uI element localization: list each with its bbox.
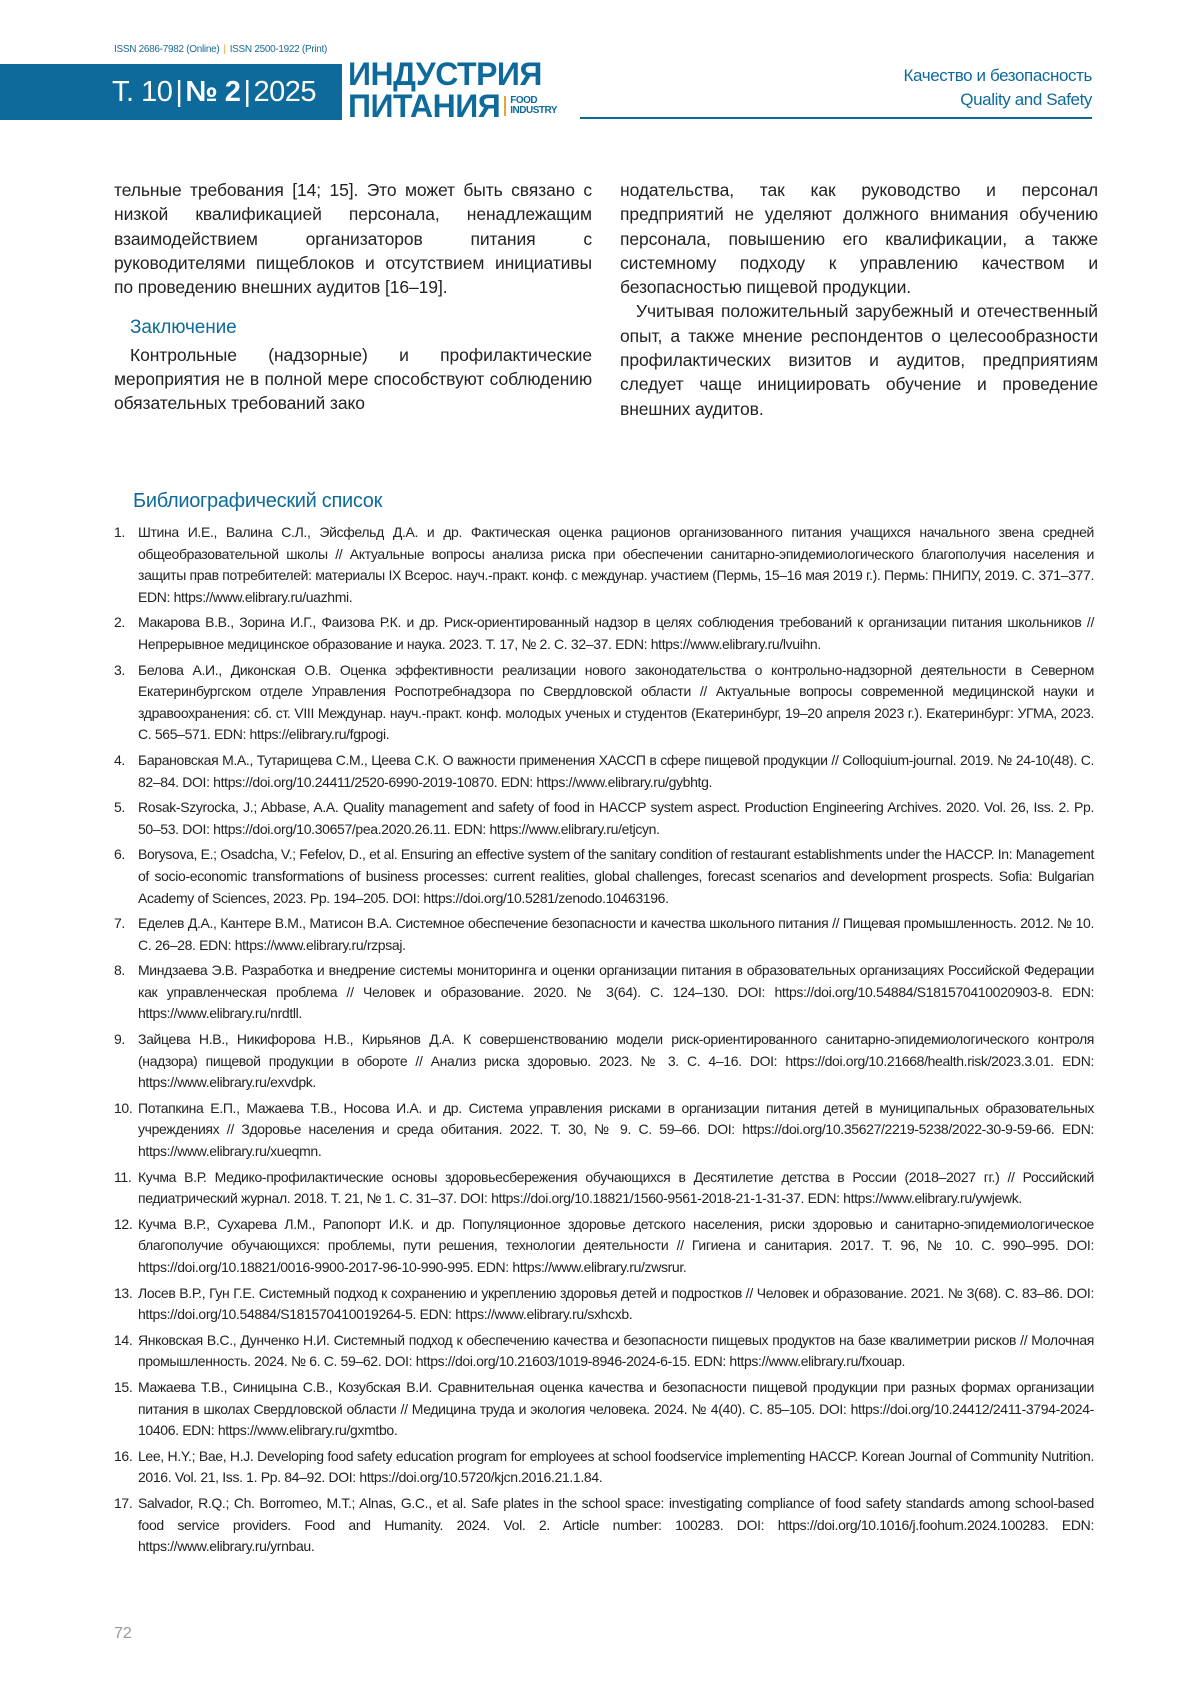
paragraph: тельные требования [14; 15]. Это может быть связано с низкой квалификацией персонала, ненадлежащим взаимодействием организаторов питания с руководителями пищеблоков и отсутствием инициативы по проведению внешних аудитов [16–19].: [114, 178, 592, 299]
reference-item: [114, 612, 1094, 655]
reference-number: 11.: [114, 1167, 131, 1189]
reference-number: 17.: [114, 1493, 132, 1515]
reference-text: Макарова В.В., Зорина И.Г., Фаизова Р.К. и др. Риск-ориентированный надзор в целях соблюдения требований к организации питания школьников // Непрерывное медицинское образование и наука. 2023. Т. 17, № 2. С. 32–37. EDN: https://www.elibrary.ru/lvuihn.: [138, 614, 1094, 652]
logo-line2: ПИТАНИЯ: [348, 88, 500, 124]
reference-text: Потапкина Е.П., Мажаева Т.В., Носова И.А. и др. Система управления рисками в организации питания детей в муниципальных образовательных учреждениях // Здоровье населения и среда обитания. 2022. Т. 30, № 9. С. 59–66. DOI: https://doi.org/10.35627/2219-5238/2022-30-9-59-66. EDN: https://www.elibrary.ru/xueqmn.: [138, 1100, 1094, 1159]
reference-number: 8.: [114, 960, 125, 982]
reference-item: [114, 522, 1094, 608]
reference-text: Salvador, R.Q.; Ch. Borromeo, M.T.; Alnas, G.C., et al. Safe plates in the school space: investigating compliance of food safety standards among school-based food service providers. Food and Humanity. 2024. Vol. 2. Article number: 100283. DOI: https://doi.org/10.1016/j.foohum.2024.100283. EDN: https://www.elibrary.ru/yrnbau.: [138, 1495, 1094, 1554]
reference-item: [114, 750, 1094, 793]
issn-line: ISSN 2686-7982 (Online) | ISSN 2500-1922 (Print): [114, 44, 327, 55]
reference-text: Borysova, E.; Osadcha, V.; Fefelov, D., et al. Ensuring an effective system of the sanitary condition of restaurant establishments under the HACCP. In: Management of socio-economic transformations of business processes: current realities, global challenges, forecast scenarios and development prospects. Sofia: Bulgarian Academy of Sciences, 2023. Pp. 194–205. DOI: https://doi.org/10.5281/zenodo.10463196.: [138, 846, 1094, 905]
reference-item: [114, 1214, 1094, 1279]
conclusion-heading: Заключение: [130, 316, 592, 340]
left-column: [114, 178, 592, 416]
reference-number: 3.: [114, 660, 125, 682]
reference-item: [114, 1377, 1094, 1442]
reference-number: 5.: [114, 797, 125, 819]
paragraph: Учитывая положительный зарубежный и отечественный опыт, а также мнение респондентов о целесообразности профилактических визитов и аудитов, предприятиям следует чаще инициировать обучение и проведение внешних аудитов.: [620, 299, 1098, 420]
reference-number: 16.: [114, 1446, 132, 1468]
reference-number: 14.: [114, 1330, 132, 1352]
issn-online: ISSN 2686-7982 (Online): [114, 44, 219, 55]
paragraph-continued: нодательства, так как руководство и персонал предприятий не уделяют должного внимания обучению персонала, повышению его квалификации, а также системному подходу к управлению качеством и безопасностью пищевой продукции.: [620, 178, 1098, 299]
reference-number: 13.: [114, 1283, 132, 1305]
reference-item: [114, 1446, 1094, 1489]
section-title: [904, 64, 1092, 112]
reference-item: [114, 960, 1094, 1025]
reference-item: [114, 797, 1094, 840]
reference-text: Барановская М.А., Тутарищева С.М., Цеева С.К. О важности применения ХАССП в сфере пищевой продукции // Colloquium-journal. 2019. № 24-10(48). С. 82–84. DOI: https://doi.org/10.24411/2520-6990-2019-10870. EDN: https://www.elibrary.ru/gybhtg.: [138, 752, 1094, 790]
reference-number: 6.: [114, 844, 125, 866]
reference-text: Lee, H.Y.; Bae, H.J. Developing food safety education program for employees at school foodservice implementing HACCP. Korean Journal of Community Nutrition. 2016. Vol. 21, Iss. 1. Pp. 84–92. DOI: https://doi.org/10.5720/kjcn.2016.21.1.84.: [138, 1448, 1094, 1486]
reference-text: Еделев Д.А., Кантере В.М., Матисон В.А. Системное обеспечение безопасности и качества школьного питания // Пищевая промышленность. 2012. № 10. С. 26–28. EDN: https://www.elibrary.ru/rzpsaj.: [138, 915, 1094, 953]
reference-text: Янковская В.С., Дунченко Н.И. Системный подход к обеспечению качества и безопасности пищевых продуктов на базе квалиметрии рисков // Молочная промышленность. 2024. № 6. С. 59–62. DOI: https://doi.org/10.21603/1019-8946-2024-6-15. EDN: https://www.elibrary.ru/fxouap.: [138, 1332, 1094, 1370]
section-ru: Качество и безопасность: [904, 64, 1092, 88]
reference-text: Белова А.И., Диконская О.В. Оценка эффективности реализации нового законодательства о контрольно-надзорной деятельности в Северном Екатеринбургском отделе Управления Роспотребнадзора по Свердловской области // Актуальные вопросы современной медицинской науки и здравоохранения: сб. ст. VIII Междунар. науч.-практ. конф. молодых ученых и студентов (Екатеринбург, 19–20 апреля 2023 г.). Екатеринбург: УГМА, 2023. С. 565–571. EDN: https://elibrary.ru/fgpogi.: [138, 662, 1094, 743]
reference-item: [114, 1098, 1094, 1163]
issn-print: ISSN 2500-1922 (Print): [230, 44, 327, 55]
reference-number: 9.: [114, 1029, 125, 1051]
page-number: 72: [114, 1625, 132, 1643]
reference-number: 15.: [114, 1377, 132, 1399]
reference-text: Мажаева Т.В., Синицына С.В., Козубская В.И. Сравнительная оценка качества и безопасности пищевой продукции при разных формах организации питания в школах Свердловской области // Медицина труда и экология человека. 2024. № 4(40). С. 85–105. DOI: https://doi.org/10.24412/2411-3794-2024-10406. EDN: https://www.elibrary.ru/gxmtbo.: [138, 1379, 1094, 1438]
reference-item: [114, 1283, 1094, 1326]
reference-number: 2.: [114, 612, 125, 634]
logo-line1: ИНДУСТРИЯ: [348, 58, 556, 90]
reference-item: [114, 1330, 1094, 1373]
reference-item: [114, 1167, 1094, 1210]
reference-number: 1.: [114, 522, 125, 544]
paragraph: Контрольные (надзорные) и профилактические мероприятия не в полной мере способствуют соблюдению обязательных требований зако: [114, 343, 592, 416]
reference-text: Штина И.Е., Валина С.Л., Эйсфельд Д.А. и др. Фактическая оценка рационов организованного питания учащихся начального звена средней общеобразовательной школы // Актуальные вопросы анализа риска при обеспечении санитарно-эпидемиологического благополучия населения и защиты прав потребителей: материалы IX Всерос. науч.-практ. конф. с междунар. участием (Пермь, 15–16 мая 2019 г.). Пермь: ПНИПУ, 2019. С. 371–377. EDN: https://www.elibrary.ru/uazhmi.: [138, 524, 1094, 605]
right-column: [620, 178, 1098, 421]
reference-text: Rosak-Szyrocka, J.; Abbase, A.A. Quality management and safety of food in HACCP system aspect. Production Engineering Archives. 2020. Vol. 26, Iss. 2. Pp. 50–53. DOI: https://doi.org/10.30657/pea.2020.26.11. EDN: https://www.elibrary.ru/etjcyn.: [138, 799, 1094, 837]
issue-number: № 2: [185, 76, 240, 108]
issue-info: Т. 10 | № 2 | 2025: [112, 76, 316, 109]
reference-text: Миндзаева Э.В. Разработка и внедрение системы мониторинга и оценки организации питания в образовательных организациях Российской Федерации как управленческая проблема // Человек и образование. 2020. № 3(64). С. 124–130. DOI: https://doi.org/10.54884/S181570410020903-8. EDN: https://www.elibrary.ru/nrdtll.: [138, 962, 1094, 1021]
reference-item: [114, 844, 1094, 909]
reference-number: 12.: [114, 1214, 132, 1236]
reference-list: [114, 522, 1094, 1562]
reference-item: [114, 660, 1094, 746]
reference-text: Зайцева Н.В., Никифорова Н.В., Кирьянов Д.А. К совершенствованию модели риск-ориентированного санитарно-эпидемиологического контроля (надзора) пищевой продукции в обороте // Анализ риска здоровью. 2023. № 3. С. 4–16. DOI: https://doi.org/10.21668/health.risk/2023.3.01. EDN: https://www.elibrary.ru/exvdpk.: [138, 1031, 1094, 1090]
reference-number: 10.: [114, 1098, 132, 1120]
reference-text: Кучма В.Р. Медико-профилактические основы здоровьесбережения обучающихся в Десятилетие детства в России (2018–2027 гг.) // Российский педиатрический журнал. 2018. Т. 21, № 1. С. 31–37. DOI: https://doi.org/10.18821/1560-9561-2018-21-1-31-37. EDN: https://www.elibrary.ru/ywjewk.: [138, 1169, 1094, 1207]
section-en: Quality and Safety: [904, 88, 1092, 112]
reference-item: [114, 1029, 1094, 1094]
reference-text: Кучма В.Р., Сухарева Л.М., Рапопорт И.К. и др. Популяционное здоровье детского населения, риски здоровью и санитарно-эпидемиологическое благополучие обучающихся: проблемы, пути решения, технологии деятельности // Гигиена и санитария. 2017. Т. 96, № 10. С. 990–995. DOI: https://doi.org/10.18821/0016-9900-2017-96-10-990-995. EDN: https://www.elibrary.ru/zwsrur.: [138, 1216, 1094, 1275]
reference-number: 4.: [114, 750, 125, 772]
logo-en: FOOD INDUSTRY: [504, 96, 556, 116]
references-heading: Библиографический список: [133, 490, 382, 513]
reference-item: [114, 1493, 1094, 1558]
reference-item: [114, 913, 1094, 956]
volume: Т. 10: [112, 76, 172, 108]
header-rule: [580, 117, 1092, 119]
year: 2025: [253, 76, 316, 108]
journal-logo: [348, 58, 556, 122]
reference-text: Лосев В.Р., Гун Г.Е. Системный подход к сохранению и укреплению здоровья детей и подростков // Человек и образование. 2021. № 3(68). С. 83–86. DOI: https://doi.org/10.54884/S181570410019264-5. EDN: https://www.elibrary.ru/sxhcxb.: [138, 1285, 1094, 1323]
reference-number: 7.: [114, 913, 125, 935]
